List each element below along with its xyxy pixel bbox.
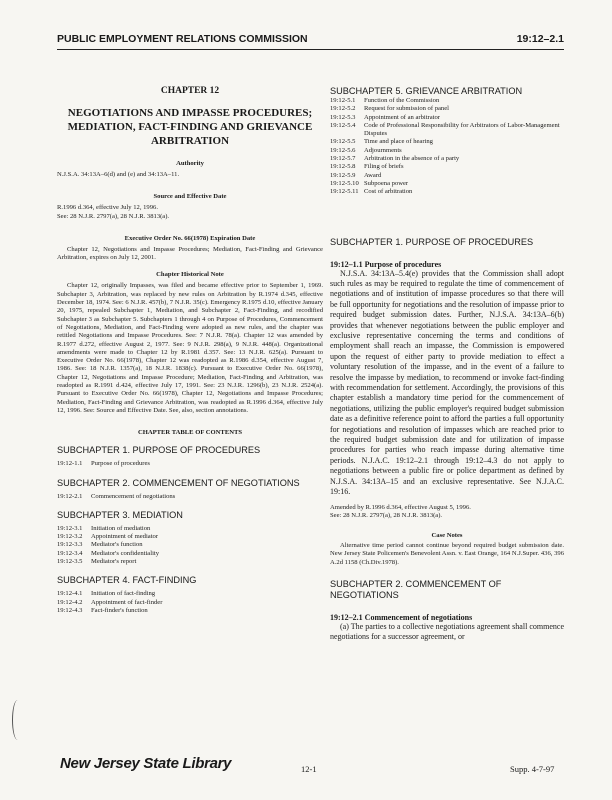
section-1-1-text: N.J.S.A. 34:13A–5.4(e) provides that the Commission shall adopt such rules as may be required to regulate the time of commencement of negotiations and of institution of impasse procedures so that there will be full opportunity for negotiations and the resolution of impasse prior to required budget submission dates. Further, N.J.S.A. 34:13A–6(b) provides that whenever negotiations between the public employer and exclusive representative concerning the terms and conditions of employment shall reach an impasse, the Commission is empowered upon the request of either party to provide mediation to effect a voluntary resolution of the impasse, and in the event of a failure to resolve the impasse by mediation, to recommend or invoke fact-finding with recommendation for settlement. Accordingly, the provisions of this chapter establish a mandatory time period for the commencement of negotiations, utilizing the public employer's required budget submission date as a definitive reference point to afford the parties a full opportunity for negotiations and resolution of impasses which are reached prior to the required budget submission date and for utilization of impasse procedures for parties who reach impasse during alternative time periods. N.J.A.C. 19:12–2.1 through 19:12–4.3 do not apply to negotiations between a public fire or police department as defined by N.J.S.A. 34:13A–15 and an exclusive representative. See N.J.A.C. 19:16. xyxy=(330,268,564,497)
historical-note-text: Chapter 12, originally Impasses, was filed and became effective prior to September 1, 1969. Subchapter 3, Arbitration, was replaced by new rules on Arbitration by R.1974 d.345, effective December 18, 1974. See: 6 N.J.R. 457(b), 7 N.J.R. 35(c). Emergency R.1975 d.10, effective January 20, 1975, repealed Subchapter 1, Mediation, and Subchapter 2, Fact-Finding, and recodified Subchapter 3 as Subchapter 5. Subchapters 1 through 4 on Purpose of Procedures, Commencement of Negotiations, Mediation, and Fact-Finding were adopted as new rules, and the chapter was retitled Negotiations and Impasse Procedures. See: 7 N.J.R. 78(a). Chapter 12 was amended by R.1977 d.272, effective August 2, 1977. See: 9 N.J.R. 298(a), 9 N.J.R. 448(a). Organizational amendments were made to Chapter 12 by R.1981 d.357. See: 13 N.J.R. 625(a). Pursuant to Executive Order No. 66(1978), Chapter 12 was readopted as R.1986 d.354, effective August 7, 1986. See: 18 N.J.R. 1357(a), 18 N.J.R. 1838(c). Pursuant to Executive Order No. 66(1978), Chapter 12, Negotiations and Impasse Procedure; Mediation, Fact-Finding and Arbitration, was readopted as R.1991 d.424, effective July 17, 1991. See: 23 N.J.R. 1296(b), 23 N.J.R. 2524(a). Pursuant to Executive Order No. 66(1978), Chapter 12, Negotiations and Impasse Procedures; Mediation, Fact-Finding and Grievance Arbitration, was readopted as R.1996 d.364, effective July 12, 1996. See: Source and Effective Date. See, also, section annotations. xyxy=(57,282,323,414)
toc-section-number: 19:12-5.8 xyxy=(330,163,356,171)
toc-section-title: Filing of briefs xyxy=(364,163,404,171)
toc-section-title: Appointment of mediator xyxy=(91,533,159,541)
right-column xyxy=(330,86,564,643)
amendment-line-1: Amended by R.1996 d.364, effective August 5, 1996. xyxy=(330,503,471,511)
toc-section-title: Code of Professional Responsibility for Arbitrators of Labor-Management Disputes xyxy=(364,121,560,138)
toc-subchapter-heading: SUBCHAPTER 2. COMMENCEMENT OF NEGOTIATIONS xyxy=(57,477,300,488)
toc-section-number: 19:12-3.4 xyxy=(57,549,83,557)
toc-entry xyxy=(57,460,323,468)
toc-section-number: 19:12-4.1 xyxy=(57,590,83,598)
toc-section-title: Initiation of fact-finding xyxy=(91,590,156,598)
subchapter-5-entry xyxy=(330,122,564,139)
subchapter-5-entry xyxy=(330,105,564,113)
subchapter-5-entry xyxy=(330,114,564,122)
case-notes-heading: Case Notes xyxy=(431,532,463,540)
toc-section-title: Function of the Commission xyxy=(364,97,440,104)
toc-section-title: Initiation of mediation xyxy=(91,524,151,532)
header-section-number: 19:12–2.1 xyxy=(516,33,564,45)
toc-section-number: 19:12-3.3 xyxy=(57,541,83,549)
section-2-1-heading: 19:12–2.1 Commencement of negotiations xyxy=(330,612,473,622)
toc-section-number: 19:12-4.2 xyxy=(57,598,83,606)
toc-section-title: Award xyxy=(364,171,382,179)
toc-section-title: Adjournments xyxy=(364,146,402,154)
source-line-1: R.1996 d.364, effective July 12, 1996. xyxy=(57,204,158,212)
toc-section-number: 19:12-5.5 xyxy=(330,138,356,146)
toc-heading: CHAPTER TABLE OF CONTENTS xyxy=(137,429,243,437)
source-heading: Source and Effective Date xyxy=(153,193,227,201)
toc-subchapter-heading: SUBCHAPTER 1. PURPOSE OF PROCEDURES xyxy=(57,445,261,456)
toc-entry xyxy=(57,558,323,566)
toc-entry xyxy=(57,607,323,615)
subchapter-1-heading: SUBCHAPTER 1. PURPOSE OF PROCEDURES xyxy=(330,236,534,247)
margin-mark xyxy=(12,700,23,740)
header-title: PUBLIC EMPLOYMENT RELATIONS COMMISSION xyxy=(57,33,308,45)
source-line-2: See: 28 N.J.R. 2797(a), 28 N.J.R. 3813(a). xyxy=(57,212,170,220)
section-1-1-heading: 19:12–1.1 Purpose of procedures xyxy=(330,259,442,269)
executive-order-heading: Executive Order No. 66(1978) Expiration Date xyxy=(124,234,256,242)
toc-entry xyxy=(57,590,323,598)
toc-entry xyxy=(57,533,323,541)
subchapter-2-heading: SUBCHAPTER 2. COMMENCEMENT OF NEGOTIATIONS xyxy=(330,578,502,600)
toc-section-title: Appointment of an arbitrator xyxy=(364,113,440,121)
toc-section-number: 19:12-5.11 xyxy=(330,188,359,196)
subchapter-5-entry xyxy=(330,180,564,188)
subchapter-5-entry xyxy=(330,147,564,155)
toc-section-number: 19:12-5.4 xyxy=(330,121,356,129)
toc-section-title: Subpoena power xyxy=(364,179,409,187)
subchapter-5-heading: SUBCHAPTER 5. GRIEVANCE ARBITRATION xyxy=(330,86,523,96)
subchapter-5-list xyxy=(330,97,564,197)
running-header xyxy=(57,33,564,49)
toc-section-number: 19:12-1.1 xyxy=(57,460,83,468)
subchapter-5-entry xyxy=(330,138,564,146)
toc-entry xyxy=(57,493,323,501)
chapter-title: NEGOTIATIONS AND IMPASSE PROCEDURES; MEDIATION, FACT-FINDING AND GRIEVANCE ARBITRATION xyxy=(67,107,313,147)
chapter-number: CHAPTER 12 xyxy=(160,86,220,96)
toc-section-title: Arbitration in the absence of a party xyxy=(364,155,460,163)
subchapter-5-entry xyxy=(330,172,564,180)
toc-section-number: 19:12-3.2 xyxy=(57,533,83,541)
toc-section-number: 19:12-5.1 xyxy=(330,97,356,104)
toc-section-title: Purpose of procedures xyxy=(91,460,150,468)
authority-text: N.J.S.A. 34:13A–6(d) and (e) and 34:13A–11. xyxy=(57,171,180,178)
toc-section-number: 19:12-5.6 xyxy=(330,146,356,154)
subchapter-5-entry xyxy=(330,163,564,171)
toc-section-number: 19:12-5.10 xyxy=(330,179,359,187)
toc-section-number: 19:12-2.1 xyxy=(57,492,83,500)
left-column xyxy=(57,58,323,615)
executive-order-text: Chapter 12, Negotiations and Impasse Procedures; Mediation, Fact-Finding and Grievance Arbitration, expires on July 12, 2001. xyxy=(57,245,323,262)
toc-section-number: 19:12-3.5 xyxy=(57,558,83,566)
toc-section-title: Mediator's confidentiality xyxy=(91,549,160,557)
historical-note-heading: Chapter Historical Note xyxy=(156,271,224,279)
toc-entry xyxy=(57,550,323,558)
amendment-line-2: See: 28 N.J.R. 2797(a), 28 N.J.R. 3813(a). xyxy=(330,511,443,519)
toc-section-number: 19:12-5.2 xyxy=(330,105,356,113)
toc-subchapter-heading: SUBCHAPTER 3. MEDIATION xyxy=(57,509,183,520)
case-notes-text: Alternative time period cannot continue beyond required budget submission date. New Jersey State Policemen's Benevolent Assn. v. East Orange, 164 N.J.Super. 436, 396 A.2d 1158 (Ch.Div.1978). xyxy=(330,542,564,566)
toc-section-number: 19:12-5.7 xyxy=(330,155,356,163)
toc-section-title: Commencement of negotiations xyxy=(91,492,176,500)
toc-subchapter-heading: SUBCHAPTER 4. FACT-FINDING xyxy=(57,575,197,586)
toc-entry xyxy=(57,541,323,549)
supplement-date: Supp. 4-7-97 xyxy=(510,764,555,774)
toc-entry xyxy=(57,599,323,607)
toc-section-title: Mediator's report xyxy=(91,558,137,566)
toc-section-title: Cost of arbitration xyxy=(364,188,413,196)
toc-section-title: Mediator's function xyxy=(91,541,143,549)
toc-section-number: 19:12-5.3 xyxy=(330,113,356,121)
subchapter-5-entry xyxy=(330,97,564,105)
subchapter-5-entry xyxy=(330,155,564,163)
header-rule xyxy=(57,49,564,50)
toc-section-number: 19:12-5.9 xyxy=(330,171,356,179)
toc-section-title: Appointment of fact-finder xyxy=(91,598,163,606)
toc-section-number: 19:12-4.3 xyxy=(57,606,83,614)
library-stamp-logo: New Jersey State Library xyxy=(60,755,232,772)
table-of-contents xyxy=(57,445,323,615)
page-number: 12-1 xyxy=(301,764,317,774)
authority-heading: Authority xyxy=(176,160,204,167)
subchapter-5-entry xyxy=(330,188,564,196)
toc-entry xyxy=(57,525,323,533)
toc-section-title: Request for submission of panel xyxy=(364,105,449,113)
toc-section-title: Time and place of hearing xyxy=(364,138,433,146)
section-2-1-text: (a) The parties to a collective negotiations agreement shall commence negotiations for a successor agreement, or xyxy=(330,621,564,642)
toc-section-title: Fact-finder's function xyxy=(91,606,148,614)
toc-section-number: 19:12-3.1 xyxy=(57,524,83,532)
